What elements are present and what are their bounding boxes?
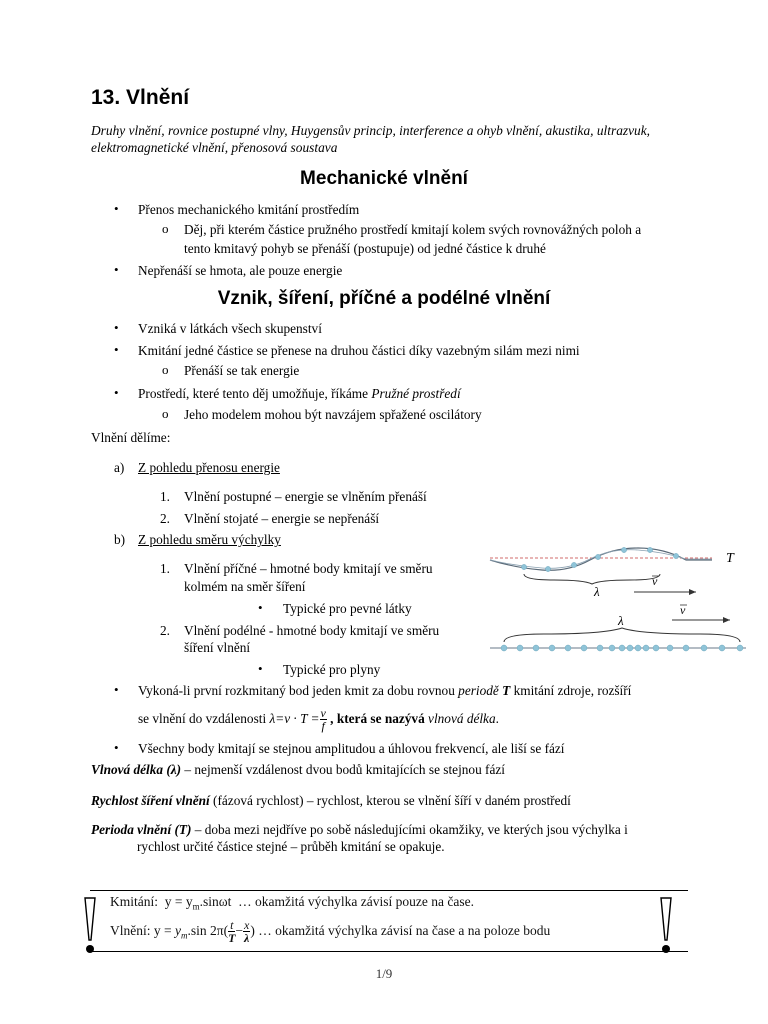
list-marker: 1.	[160, 561, 170, 576]
page-title: 13. Vlnění	[91, 86, 190, 109]
definition-period: Perioda vlnění (T) – doba mezi nejdříve po sobě následujícími okamžiky, ve kterých jsou výchylka i	[91, 822, 628, 837]
list-item: Nepřenáší se hmota, ale pouze energie	[138, 263, 343, 278]
circle-bullet-icon: o	[162, 221, 169, 236]
list-item: Z pohledu přenosu energie	[138, 460, 280, 475]
formula-oscillation: Kmitání: $y = y_m.\sin\omega t$ … okamžitá výchylka závisí pouze na čase.	[110, 894, 474, 912]
definition-period-cont: rychlost určité částice stejné – průběh kmitání se opakuje.	[137, 839, 445, 854]
bullet-icon: •	[114, 740, 119, 755]
definition-wavelength: Vlnová délka (λ) – nejmenší vzdálenost dvou bodů kmitajících se stejnou fází	[91, 762, 505, 777]
lambda-label: λ	[594, 584, 600, 599]
fraction-v-over-f: $\frac{v}{f}$	[320, 706, 326, 734]
list-item: Vlnění stojaté – energie se nepřenáší	[184, 511, 380, 526]
list-item: Typické pro pevné látky	[283, 601, 412, 616]
list-marker: 1.	[160, 489, 170, 504]
bullet-icon: •	[114, 201, 119, 216]
list-item: kolmém na směr šíření	[184, 579, 306, 594]
velocity-label: v	[680, 603, 686, 617]
bullet-icon: •	[114, 682, 119, 697]
bullet-icon: •	[258, 661, 263, 676]
list-item: Děj, při kterém částice pružného prostředí kmitají kolem svých rovnovážných poloh a	[184, 222, 642, 237]
list-item: Typické pro plyny	[283, 662, 381, 677]
wave-figure	[484, 538, 754, 660]
bullet-icon: •	[114, 385, 119, 400]
list-item: tento kmitavý pohyb se přenáší (postupuje) od jedné částice k druhé	[184, 241, 546, 256]
page-subtitle: Druhy vlnění, rovnice postupné vlny, Huygensův princip, interference a ohyb vlnění, akustika, ultrazvuk, elektromagnetické vlnění, přenosová soustava	[91, 123, 651, 155]
exclamation-icon	[658, 896, 674, 956]
list-marker: b)	[114, 532, 126, 547]
bullet-icon: •	[114, 342, 119, 357]
section-heading-origin: Vznik, šíření, příčné a podélné vlnění	[217, 288, 551, 309]
list-item: Vykoná-li první rozkmitaný bod jeden kmit za dobu rovnou periodě T kmitání zdroje, rozšíří	[138, 683, 632, 698]
list-item: Vzniká v látkách všech skupenství	[138, 321, 322, 336]
list-marker: 2.	[160, 511, 170, 526]
bullet-icon: •	[114, 262, 119, 277]
formula-wave: Vlnění: $y = y_m.\sin$ 2π( $\frac{t}{T}$ − $\frac{x}{\lambda}$ ) … okamžitá výchylka závisí na čase a na poloze bodu	[110, 918, 551, 946]
transverse-wave-diagram	[490, 547, 735, 599]
list-item: Jeho modelem mohou být navzájem spřažené oscilátory	[184, 407, 482, 422]
list-item: Vlnění podélné - hmotné body kmitají ve směru	[184, 623, 440, 638]
section-heading-mechanical: Mechanické vlnění	[300, 168, 468, 189]
page-number: 1/9	[375, 966, 393, 981]
circle-bullet-icon: o	[162, 406, 169, 421]
list-item: Všechny body kmitají se stejnou amplitudou a úhlovou frekvencí, ale liší se fází	[138, 741, 565, 756]
period-label: T	[726, 551, 734, 566]
bullet-icon: •	[258, 600, 263, 615]
list-item: Prostředí, které tento děj umožňuje, říkáme Pružné prostředí	[138, 386, 461, 401]
box-bottom-line	[90, 951, 688, 952]
list-item: šíření vlnění	[184, 640, 251, 655]
divide-label: Vlnění dělíme:	[91, 430, 171, 445]
list-item: Vlnění postupné – energie se vlněním přenáší	[184, 489, 427, 504]
velocity-label: v	[652, 574, 658, 588]
fraction-t-over-T: $\frac{t}{T}$	[228, 918, 236, 946]
box-top-line	[90, 890, 688, 891]
bullet-icon: •	[114, 320, 119, 335]
list-item: Přenos mechanického kmitání prostředím	[138, 202, 360, 217]
circle-bullet-icon: o	[162, 362, 169, 377]
list-item: Kmitání jedné částice se přenese na druhou částici díky vazebným silám mezi nimi	[138, 343, 580, 358]
definition-speed: Rychlost šíření vlnění (fázová rychlost) – rychlost, kterou se vlnění šíří v daném prostředí	[91, 793, 571, 808]
lambda-label: λ	[618, 613, 624, 628]
list-marker: a)	[114, 460, 125, 475]
list-marker: 2.	[160, 623, 170, 638]
list-item: Přenáší se tak energie	[184, 363, 300, 378]
list-item: Vlnění příčné – hmotné body kmitají ve směru	[184, 561, 433, 576]
fraction-x-over-lambda: $\frac{x}{\lambda}$	[244, 918, 250, 946]
list-item: se vlnění do vzdálenosti λ=v · T = $\frac{v}{f}$ , která se nazývá vlnová délka.	[138, 706, 499, 734]
list-item: Z pohledu směru výchylky	[138, 532, 281, 547]
exclamation-icon	[82, 896, 98, 956]
longitudinal-wave-diagram	[490, 603, 746, 651]
